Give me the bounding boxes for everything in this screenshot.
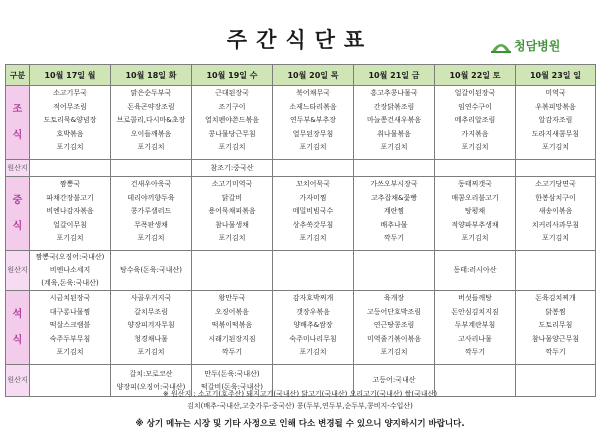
day-dishes (111, 291, 192, 365)
dish-item: 메추리알조림 (454, 116, 496, 124)
dish-item: 연두부&부추장 (289, 116, 337, 124)
dish-item: 육개장 (383, 294, 405, 302)
dish-item: 가쓰오부시장국 (370, 180, 418, 188)
dish-item: 소고기미역국 (211, 180, 253, 188)
dish-item: 도라지새콤무침 (531, 129, 580, 138)
hospital-logo-icon (490, 36, 512, 54)
dish-item: 열치펜야쯘드볶음 (204, 116, 260, 124)
dish-item: 돈육김치찌개 (535, 294, 576, 302)
dish-item: 갈치무조림 (134, 307, 168, 316)
dish-item: 고등어단호박조림 (366, 307, 422, 316)
dish-item: 상추쑥갓무침 (292, 220, 334, 229)
dish-item: 숙주두부무침 (49, 334, 91, 343)
origin-note-line: ※ 원산지 : 소고기(호주산) 돼지고기(국내산) 닭고기(국내산) 오리고기(국내산) 쌀(국내산) (162, 390, 438, 398)
dish-item: 가자미찜 (299, 193, 327, 202)
dish-item: 마늘쫑건새우볶음 (366, 116, 422, 124)
dish-item: 포기김치 (299, 234, 327, 242)
dish-item: 포기김치 (461, 234, 489, 242)
header-day: 10월 18일 화 (111, 65, 192, 86)
dish-item: 새송이볶음 (538, 207, 573, 215)
dish-item: 포기김치 (137, 234, 165, 242)
day-dishes (354, 86, 435, 160)
dish-item: 미역국 (545, 89, 566, 97)
dish-item: 깍두기 (545, 348, 566, 356)
dish-item: 떡살스크램블 (49, 321, 91, 329)
dish-item: 브로콜리,다시마&초장 (116, 116, 186, 124)
dish-item: 사골우거지국 (130, 294, 172, 302)
weekly-menu-table (5, 64, 596, 397)
day-origins (273, 251, 354, 291)
day-dishes (516, 86, 596, 160)
day-dishes (516, 291, 596, 365)
dish-item: 간장닭볶조림 (373, 102, 415, 111)
origin-note-line: 김치(배추-국내산,고춧가루-중국산) 콩(두부,연두부,순두부,콩비지-수입산) (187, 402, 413, 410)
dish-item: 대구롱나물찜 (49, 307, 91, 316)
header-day: 10월 19일 수 (192, 65, 273, 86)
dish-item: 얼갈이무침 (53, 220, 87, 229)
day-origins (435, 160, 516, 177)
day-dishes (111, 86, 192, 160)
day-dishes (435, 86, 516, 160)
dish-item: 떡볶이떡볶음 (211, 321, 253, 329)
page-title: 주간식단표 (226, 28, 374, 52)
meal-category (6, 291, 30, 365)
meal-category (6, 86, 30, 160)
dish-item: 왕만두국 (218, 294, 246, 302)
dish-item: 포기김치 (56, 348, 84, 356)
dish-item: 조기구이 (218, 102, 246, 111)
day-origins (354, 251, 435, 291)
dish-item: 북어채무국 (296, 89, 330, 97)
day-dishes (435, 291, 516, 365)
dish-item: 숙주미나리무침 (289, 334, 337, 343)
dish-item: 청경채나물 (134, 334, 168, 343)
menu-change-notice: ※ 상기 메뉴는 시장 및 기타 사정으로 인해 다소 변경될 수 있으니 양지하시기 바랍니다. (135, 419, 465, 429)
dish-item: 한봉삼치구이 (535, 193, 576, 202)
dish-item: 열무된장무침 (292, 129, 334, 138)
day-origins (30, 160, 111, 177)
dish-item: 콩가루샐러드 (130, 207, 172, 215)
dish-item: 포기김치 (299, 348, 327, 356)
hospital-name: 청담병원 (514, 38, 561, 53)
day-dishes (192, 177, 273, 251)
dish-item: 닭봉찜 (545, 307, 566, 316)
dish-item: 동태찌갯국 (458, 180, 492, 188)
dish-item: 포기김치 (218, 143, 246, 151)
dish-item: 포기김치 (541, 234, 570, 242)
header-day: 10월 22일 토 (435, 65, 516, 86)
dish-item: 포기김치 (461, 143, 489, 151)
origin-item: 만두(돈육:국내산) (204, 369, 260, 378)
origin-item: 비엔나소세지 (49, 266, 91, 274)
header-day: 10월 21일 금 (354, 65, 435, 86)
dish-item: 도토리무침 (538, 321, 573, 329)
meal-row (6, 291, 596, 365)
origin-item: 동태:러시아산 (453, 266, 497, 274)
meal-row (6, 177, 596, 251)
dish-item: 근대된장국 (215, 89, 249, 97)
header-day: 10월 17일 월 (30, 65, 111, 86)
dish-item: 맑은순두부국 (130, 89, 172, 97)
meal-category-char: 식 (12, 220, 23, 232)
origin-item: (계육,돈육:국내산) (41, 279, 99, 287)
day-dishes (435, 177, 516, 251)
header-row (6, 65, 596, 86)
dish-item: 양장피겨자무침 (127, 321, 175, 329)
origin-label: 원산지 (6, 160, 30, 177)
dish-item: 가지볶음 (461, 129, 489, 138)
dish-item: 포기김치 (137, 143, 165, 151)
day-origins (435, 251, 516, 291)
dish-item: 임연수구이 (458, 102, 492, 111)
header-category: 구분 (6, 65, 30, 86)
meal-category (6, 177, 30, 251)
dish-item: 포기김치 (56, 234, 84, 242)
origin-item: 참조기:중국산 (210, 163, 254, 172)
dish-item: 깍두기 (221, 348, 243, 356)
dish-item: 얼갈이된장국 (454, 89, 496, 97)
day-dishes (192, 86, 273, 160)
day-origins (516, 251, 596, 291)
day-origins (516, 160, 596, 177)
dish-item: 감자호박찌개 (292, 294, 334, 302)
dish-item: 미역줄기볶이볶음 (366, 334, 422, 343)
dish-item: 연근땅콩조림 (373, 321, 415, 329)
day-origins (192, 251, 273, 291)
dish-item: 계란찜 (383, 207, 405, 215)
dish-item: 짬뽕국 (59, 180, 81, 188)
dish-item: 무폭판생채 (134, 220, 168, 229)
origin-row (6, 251, 596, 291)
dish-item: 참나물생채 (215, 220, 249, 229)
day-origins (111, 251, 192, 291)
header-day: 10월 20일 목 (273, 65, 354, 86)
dish-item: 포기김치 (218, 234, 246, 242)
dish-item: 탕평채 (464, 207, 486, 215)
dish-item: 꼬치어묵국 (296, 180, 330, 188)
dish-item: 두부계란부침 (454, 321, 496, 329)
header-day: 10월 23일 일 (516, 65, 596, 86)
dish-item: 포기김치 (56, 143, 84, 151)
day-dishes (516, 177, 596, 251)
day-dishes (354, 177, 435, 251)
dish-item: 소제느타리볶음 (289, 102, 337, 111)
dish-item: 시래기된장지짐 (208, 334, 256, 343)
day-dishes (111, 177, 192, 251)
day-dishes (273, 291, 354, 365)
dish-item: 고추잡채&꽃빵 (370, 193, 418, 202)
dish-item: 돈안심김치지짐 (451, 307, 499, 316)
dish-item: 취나물볶음 (377, 129, 411, 138)
dish-item: 콩나물당근무침 (208, 129, 256, 138)
dish-item: 비엔나감자볶음 (46, 207, 94, 215)
dish-item: 도토리묵&양념장 (43, 116, 97, 124)
meal-category-char: 식 (12, 129, 23, 141)
day-dishes (192, 291, 273, 365)
day-dishes (30, 86, 111, 160)
dish-item: 오징어볶음 (215, 307, 249, 316)
day-origins (273, 160, 354, 177)
origin-label: 원산지 (6, 251, 30, 291)
dish-item: 포기김치 (541, 143, 570, 151)
day-dishes (30, 177, 111, 251)
origin-item: 고등어:국내산 (372, 376, 416, 384)
origin-label: 원산지 (6, 365, 30, 397)
dish-item: 오이들깨볶음 (130, 129, 172, 138)
dish-item: 매콤오리불고기 (451, 193, 499, 202)
dish-item: 데리야끼향두육 (127, 193, 175, 202)
dish-item: 용어묵채피볶음 (208, 207, 256, 215)
dish-item: 치커리사과무침 (531, 220, 580, 229)
origin-row (6, 160, 596, 177)
meal-category-char: 식 (12, 334, 23, 346)
origin-item: 떡갈비(돈육:국내산) (201, 382, 263, 391)
day-origins (111, 160, 192, 177)
day-origins (354, 160, 435, 177)
dish-item: 건새우아욱국 (130, 180, 172, 188)
dish-item: 포기김치 (380, 348, 408, 356)
origin-notes (0, 388, 600, 412)
dish-item: 돈육곤약장조림 (127, 102, 175, 111)
dish-item: 버섯들깨탕 (458, 294, 492, 302)
dish-item: 시금치된장국 (49, 294, 91, 302)
dish-item: 우볶피망볶음 (535, 102, 576, 111)
dish-item: 양배추&쌈장 (293, 321, 333, 329)
dish-item: 소고기당면국 (535, 180, 576, 188)
dish-item: 참나물양근무침 (531, 334, 580, 343)
dish-item: 알감자조림 (538, 116, 573, 124)
dish-item: 적어무조림 (53, 102, 87, 111)
origin-item: 탕수육(돈육:국내산) (120, 266, 182, 274)
meal-category-char: 석 (12, 308, 23, 320)
day-origins (30, 251, 111, 291)
dish-item: 메밀비빔국수 (292, 207, 334, 215)
dish-item: 포기김치 (299, 143, 327, 151)
origin-item: 짬뽕국(오징어:국내산) (35, 253, 105, 261)
meal-category-char: 중 (12, 194, 23, 206)
dish-item: 적양파부추생채 (451, 220, 499, 229)
dish-item: 배추나물 (380, 220, 408, 229)
dish-item: 소고기무국 (53, 89, 87, 97)
dish-item: 고사리나물 (458, 334, 492, 343)
origin-item: 갈치:모로코산 (129, 369, 173, 378)
meal-row (6, 86, 596, 160)
dish-item: 파채간장불고기 (46, 193, 94, 202)
hospital-logo (490, 36, 560, 54)
day-dishes (273, 177, 354, 251)
dish-item: 닭갈비 (221, 193, 243, 202)
day-dishes (30, 291, 111, 365)
dish-item: 흥고추콩나물국 (370, 89, 418, 97)
dish-item: 갯장우볶음 (296, 307, 330, 316)
dish-item: 포기김치 (137, 348, 165, 356)
meal-category-char: 조 (12, 103, 23, 115)
dish-item: 깍두기 (383, 234, 405, 242)
dish-item: 깍두기 (464, 348, 486, 356)
day-origins (192, 160, 273, 177)
origin-item: 양장피(오징어:국내산) (116, 382, 186, 391)
dish-item: 호박볶음 (56, 129, 84, 138)
dish-item: 포기김치 (380, 143, 408, 151)
day-dishes (273, 86, 354, 160)
day-dishes (354, 291, 435, 365)
